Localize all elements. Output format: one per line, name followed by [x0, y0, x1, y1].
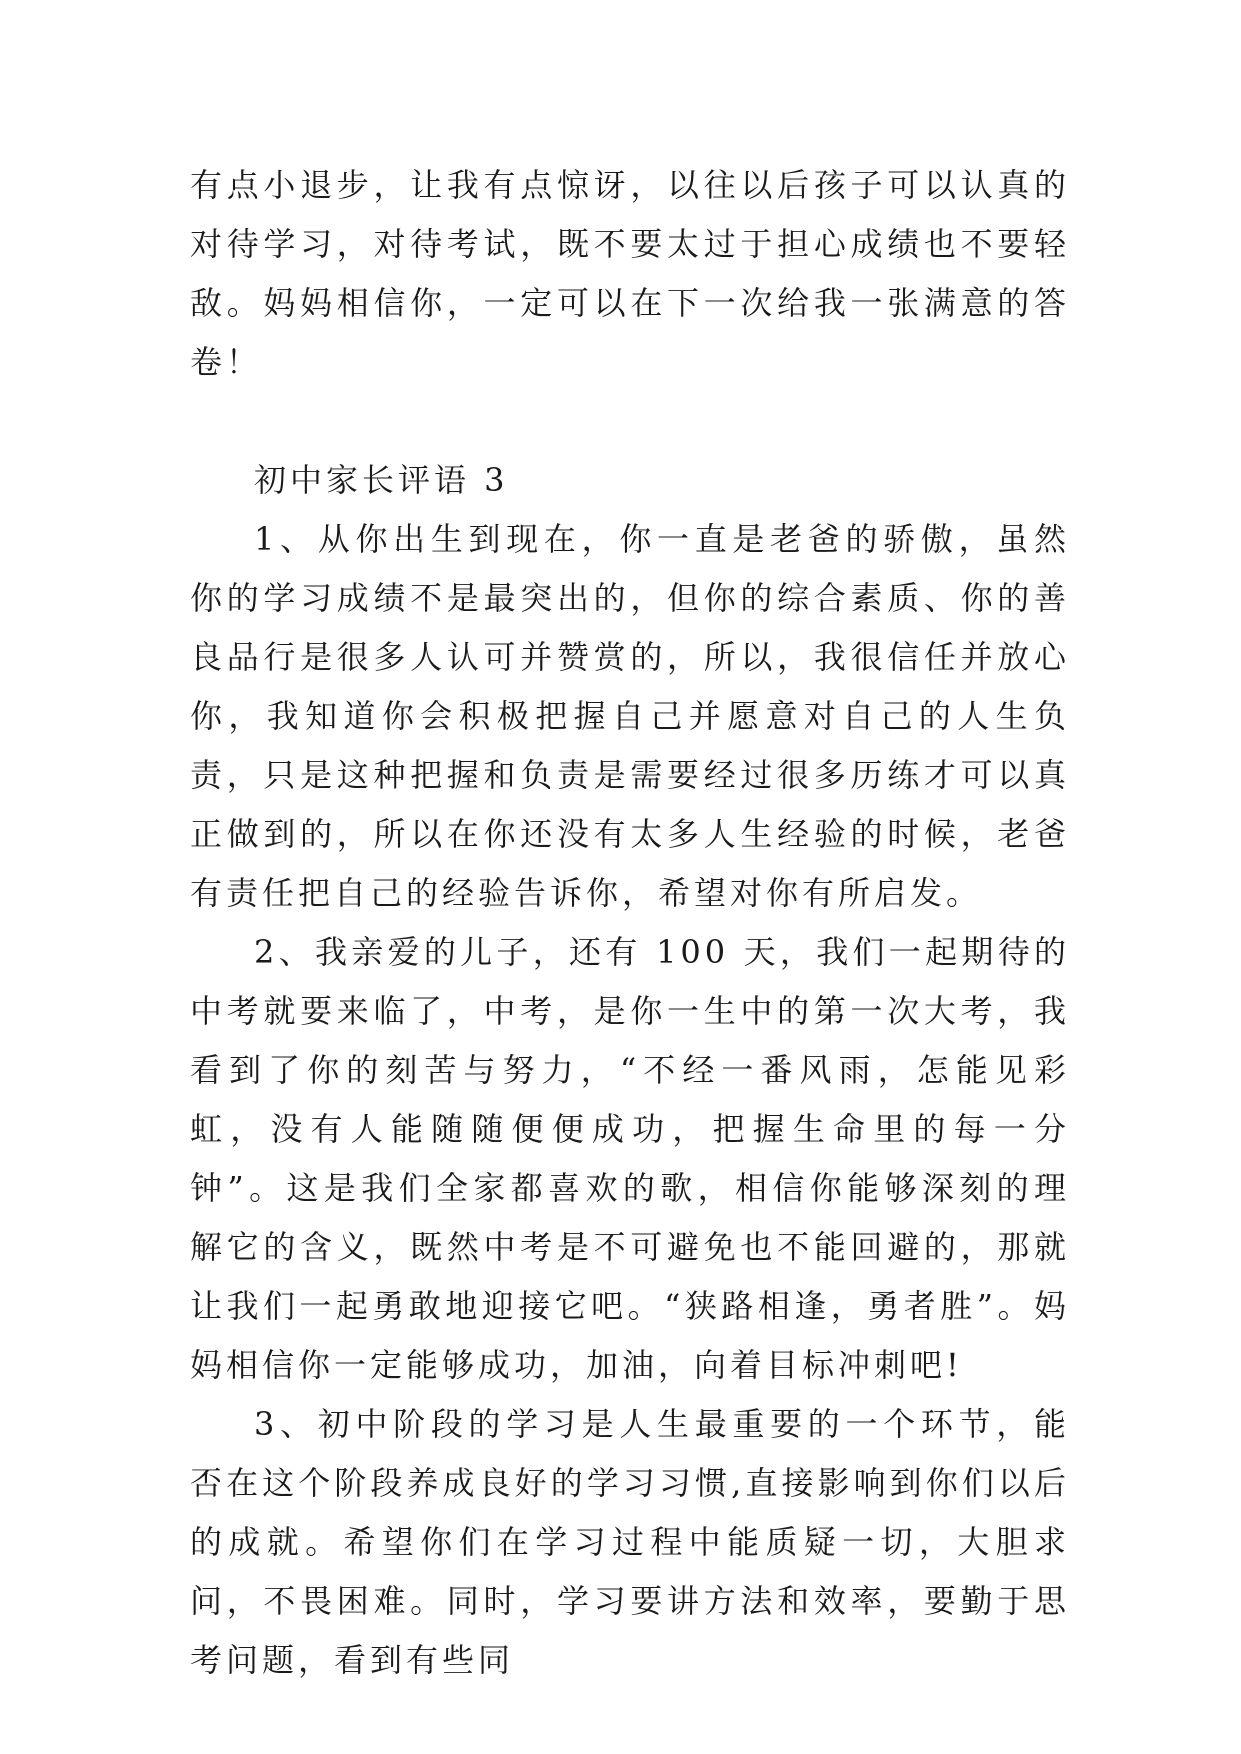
section-title: 初中家长评语 3 [254, 461, 509, 499]
paragraph-1: 1、从你出生到现在，你一直是老爸的骄傲，虽然你的学习成绩不是最突出的，但你的综合素质、你的善良品行是很多人认可并赞赏的，所以，我很信任并放心你，我知道你会积极把握自己并愿意对自己的人生负责，只是这种把握和负责是需要经过很多历练才可以真正做到的，所以在你还没有太多人生经验的时候，老爸有责任把自己的经验告诉你，希望对你有所启发。 [190, 520, 1070, 912]
paragraph-2: 2、我亲爱的儿子，还有 100 天，我们一起期待的中考就要来临了，中考，是你一生中的第一次大考，我看到了你的刻苦与努力，“不经一番风雨，怎能见彩虹，没有人能随随便便成功，把握生命里的每一分钟”。这是我们全家都喜欢的歌，相信你能够深刻的理解它的含义，既然中考是不可避免也不能回避的，那就让我们一起勇敢地迎接它吧。“狭路相逢，勇者胜”。妈妈相信你一定能够成功，加油，向着目标冲刺吧! [190, 933, 1070, 1384]
intro-paragraph: 有点小退步，让我有点惊讶，以往以后孩子可以认真的对待学习，对待考试，既不要太过于担心成绩也不要轻敌。妈妈相信你，一定可以在下一次给我一张满意的答卷！ [190, 166, 1070, 381]
document-body [190, 156, 1070, 1690]
paragraph-3: 3、初中阶段的学习是人生最重要的一个环节，能否在这个阶段养成良好的学习习惯,直接影响到你们以后的成就。希望你们在学习过程中能质疑一切，大胆求问，不畏困难。同时，学习要讲方法和效率，要勤于思考问题，看到有些同 [190, 1405, 1070, 1679]
